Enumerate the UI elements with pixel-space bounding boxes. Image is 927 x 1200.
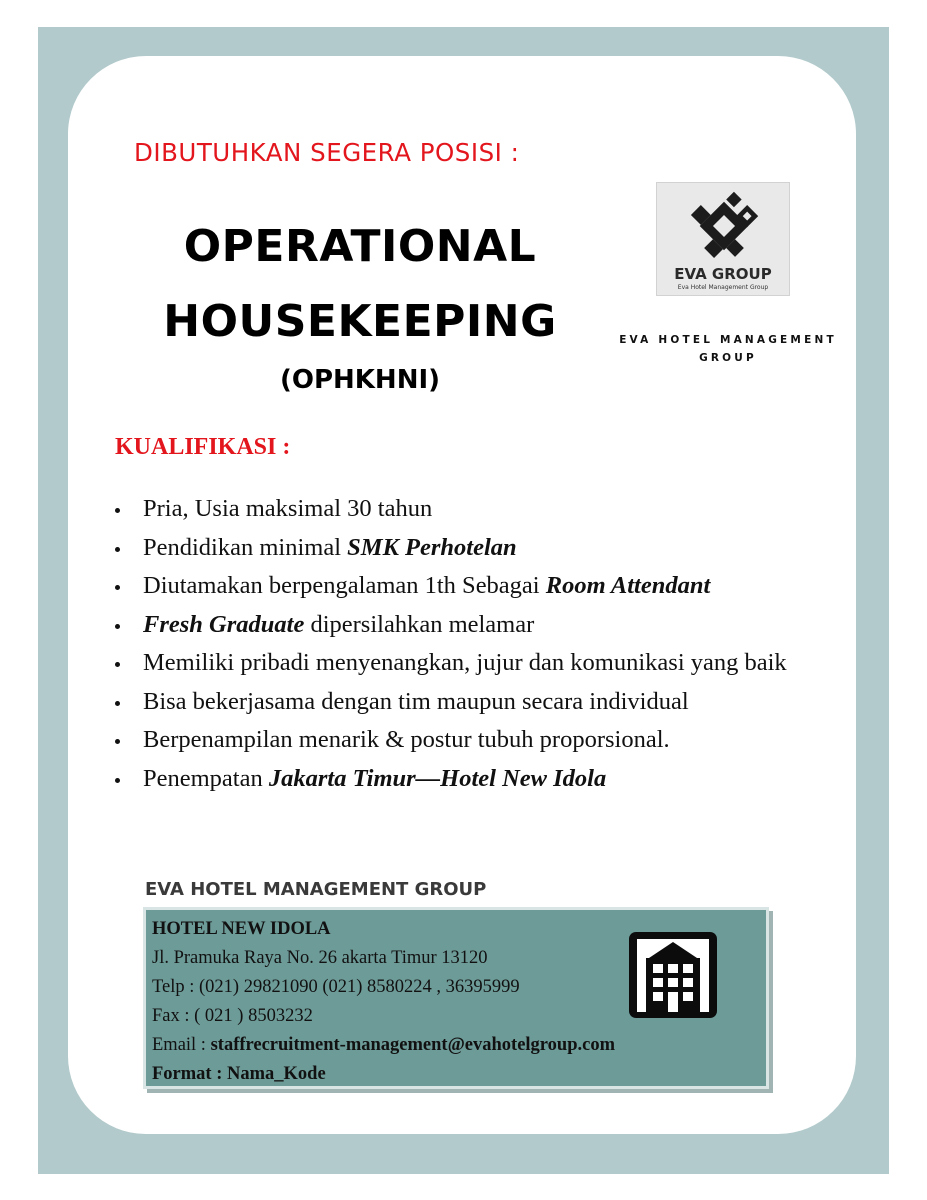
- position-title-line2: HOUSEKEEPING: [163, 296, 557, 347]
- urgent-heading: DIBUTUHKAN SEGERA POSISI :: [134, 138, 520, 167]
- list-item: Pendidikan minimal SMK Perhotelan: [112, 529, 852, 568]
- hotel-fax: Fax : ( 021 ) 8503232: [152, 1006, 313, 1026]
- application-format: Format : Nama_Kode: [152, 1064, 326, 1084]
- position-code: (OPHKHNI): [279, 365, 441, 395]
- list-item: Memiliki pribadi menyenangkan, jujur dan komunikasi yang baik: [112, 644, 852, 683]
- building-icon: [627, 930, 719, 1020]
- email-address[interactable]: staffrecruitment-management@evahotelgroup.com: [210, 1035, 615, 1055]
- list-item: Berpenampilan menarik & postur tubuh proporsional.: [112, 721, 852, 760]
- eva-group-logo: [656, 182, 790, 296]
- qualifications-list: [112, 490, 852, 798]
- logo-subtitle: Eva Hotel Management Group: [677, 284, 769, 291]
- list-item: Fresh Graduate dipersilahkan melamar: [112, 606, 852, 645]
- hotel-phone: Telp : (021) 29821090 (021) 8580224 , 36395999: [152, 977, 520, 997]
- logo-caption: EVA HOTEL MANAGEMENT GROUP: [619, 334, 837, 364]
- contact-details: [152, 915, 615, 1089]
- logo-name: EVA GROUP: [674, 265, 772, 283]
- qualifications-heading: KUALIFIKASI :: [115, 434, 291, 460]
- hotel-name: HOTEL NEW IDOLA: [152, 919, 331, 939]
- list-item: Bisa bekerjasama dengan tim maupun secara individual: [112, 683, 852, 722]
- hotel-address: Jl. Pramuka Raya No. 26 akarta Timur 13120: [152, 948, 488, 968]
- email-label: Email :: [152, 1035, 211, 1055]
- footer-company: EVA HOTEL MANAGEMENT GROUP: [145, 879, 487, 900]
- list-item: Penempatan Jakarta Timur—Hotel New Idola: [112, 760, 852, 799]
- hotel-email-line: [152, 1031, 615, 1060]
- position-title-line1: OPERATIONAL: [183, 221, 537, 272]
- list-item: Diutamakan berpengalaman 1th Sebagai Room Attendant: [112, 567, 852, 606]
- eva-group-logo-icon: [685, 187, 763, 265]
- list-item: Pria, Usia maksimal 30 tahun: [112, 490, 852, 529]
